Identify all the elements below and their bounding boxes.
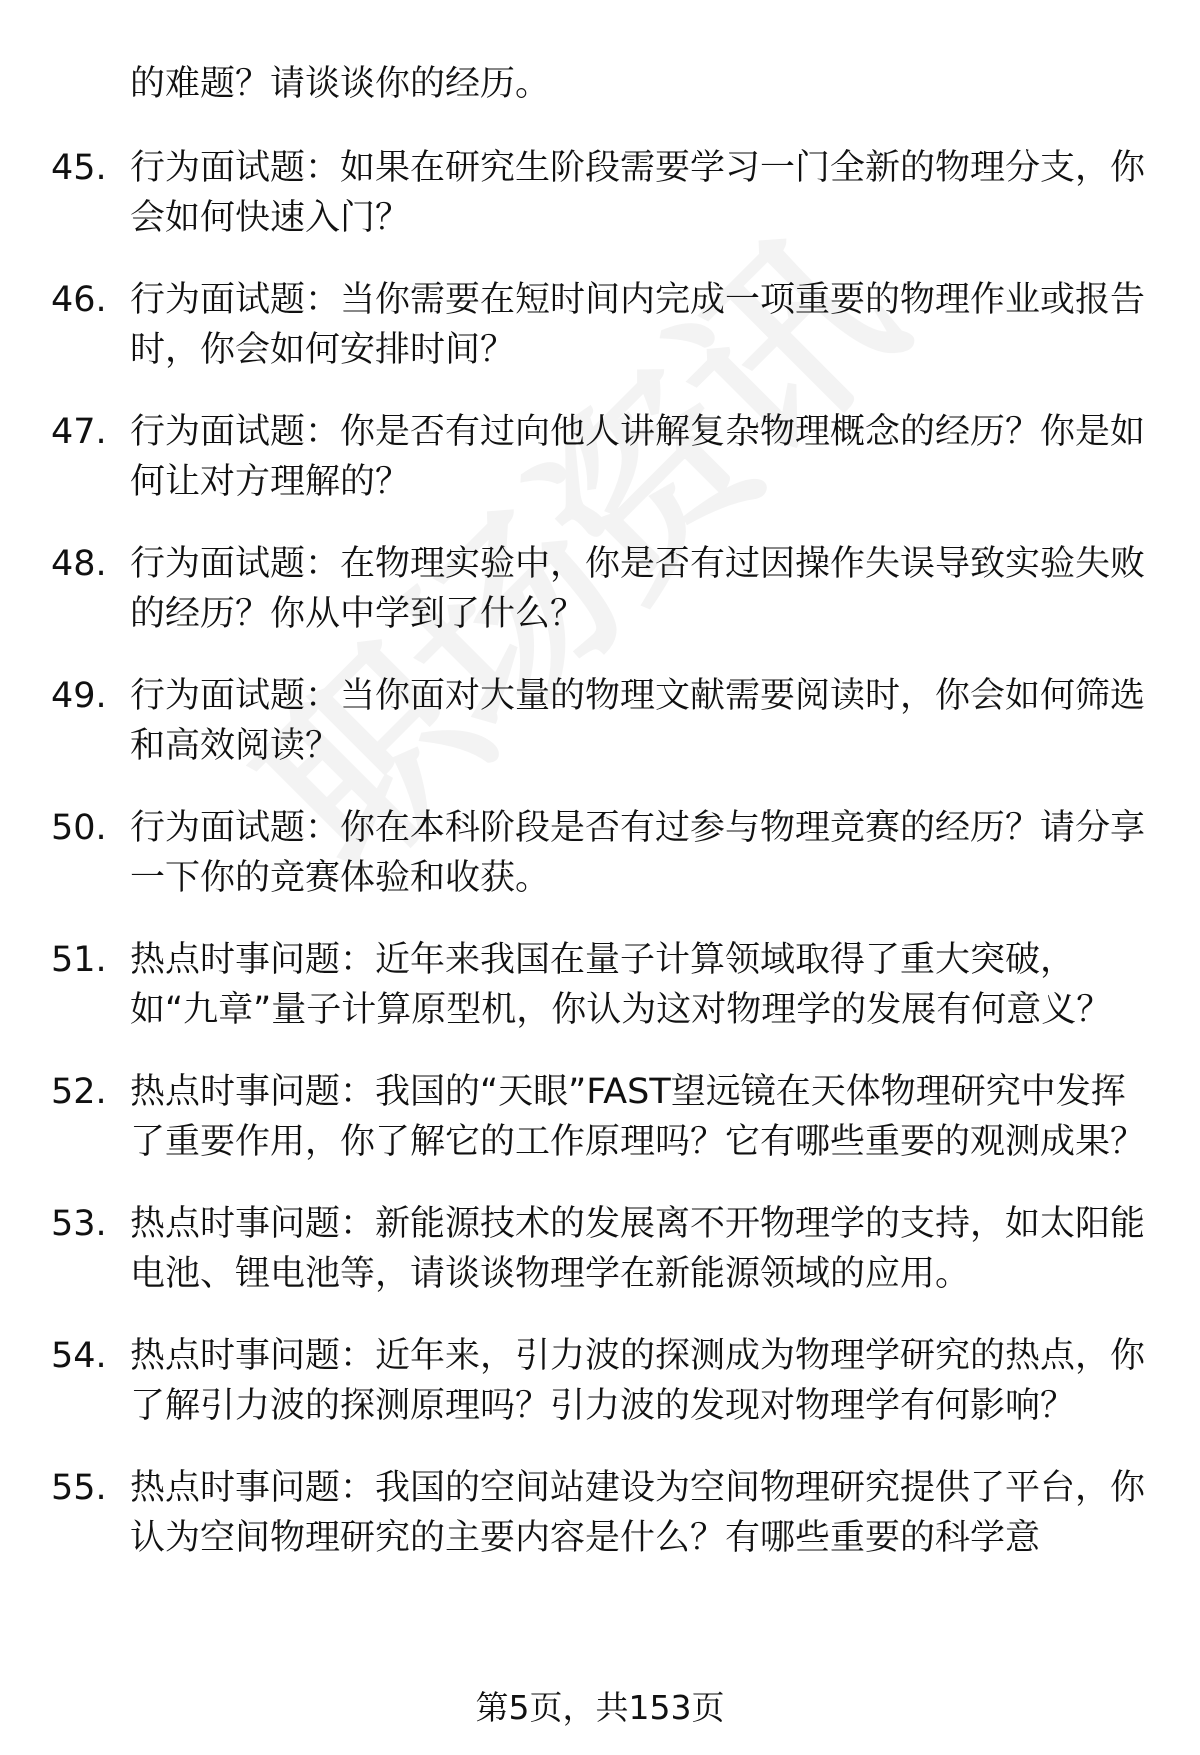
question-number: 45. <box>51 148 107 188</box>
question-text: 热点时事问题：我国的“天眼”FAST望远镜在天体物理研究中发挥了重要作用，你了解它的工作原理吗？它有哪些重要的观测成果？ <box>130 1072 1146 1162</box>
question-number: 47. <box>51 412 107 452</box>
question-text: 行为面试题：你是否有过向他人讲解复杂物理概念的经历？你是如何让对方理解的？ <box>130 412 1146 502</box>
question-number: 48. <box>51 544 107 584</box>
question-text: 行为面试题：在物理实验中，你是否有过因操作失误导致实验失败的经历？你从中学到了什么？ <box>130 544 1146 634</box>
question-number: 51. <box>51 940 107 980</box>
question-item <box>0 1331 1200 1431</box>
question-item <box>0 143 1200 243</box>
question-number: 50. <box>51 808 107 848</box>
question-text: 热点时事问题：新能源技术的发展离不开物理学的支持，如太阳能电池、锂电池等，请谈谈物理学在新能源领域的应用。 <box>130 1204 1146 1294</box>
question-text: 行为面试题：如果在研究生阶段需要学习一门全新的物理分支，你会如何快速入门？ <box>130 148 1146 238</box>
question-item <box>0 1199 1200 1299</box>
question-item <box>0 407 1200 507</box>
question-number: 55. <box>51 1468 107 1508</box>
question-text: 热点时事问题：近年来我国在量子计算领域取得了重大突破，如“九章”量子计算原型机，你认为这对物理学的发展有何意义？ <box>130 940 1112 1030</box>
continuation-text: 的难题？请谈谈你的经历。 <box>130 64 551 104</box>
question-number: 49. <box>51 676 107 716</box>
question-text: 热点时事问题：我国的空间站建设为空间物理研究提供了平台，你认为空间物理研究的主要内容是什么？有哪些重要的科学意 <box>130 1468 1146 1558</box>
question-text: 行为面试题：当你需要在短时间内完成一项重要的物理作业或报告时，你会如何安排时间？ <box>130 280 1146 370</box>
question-item <box>0 275 1200 375</box>
question-text: 行为面试题：当你面对大量的物理文献需要阅读时，你会如何筛选和高效阅读？ <box>130 676 1146 766</box>
question-item <box>0 1463 1200 1563</box>
question-item <box>0 1067 1200 1167</box>
question-number: 53. <box>51 1204 107 1244</box>
question-item <box>0 935 1200 1035</box>
question-list <box>0 143 1200 1595</box>
question-text: 行为面试题：你在本科阶段是否有过参与物理竞赛的经历？请分享一下你的竞赛体验和收获。 <box>130 808 1146 898</box>
question-item <box>0 671 1200 771</box>
question-number: 52. <box>51 1072 107 1112</box>
question-text: 热点时事问题：近年来，引力波的探测成为物理学研究的热点，你了解引力波的探测原理吗？引力波的发现对物理学有何影响？ <box>130 1336 1146 1426</box>
question-number: 46. <box>51 280 107 320</box>
question-item <box>0 539 1200 639</box>
question-number: 54. <box>51 1336 107 1376</box>
question-item <box>0 803 1200 903</box>
page-footer: 第5页，共153页 <box>475 1688 725 1727</box>
